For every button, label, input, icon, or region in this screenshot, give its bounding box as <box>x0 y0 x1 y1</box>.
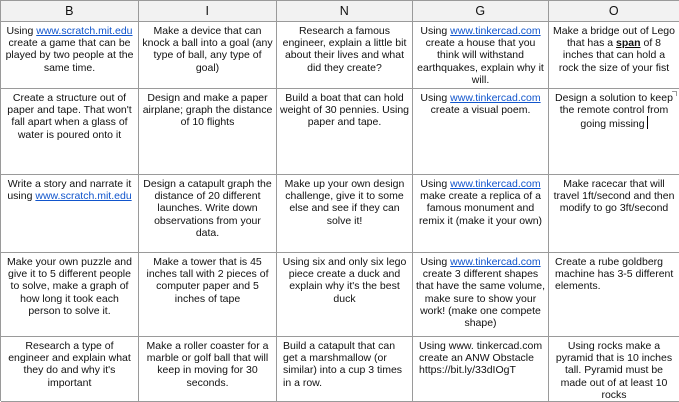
bingo-cell-o-3[interactable] <box>549 175 679 253</box>
link[interactable]: www.tinkercad.com <box>450 92 541 104</box>
bingo-cell-o-4[interactable] <box>549 253 679 337</box>
bingo-cell-n-3[interactable] <box>277 175 413 253</box>
cell-text: Using <box>420 25 451 37</box>
bingo-cell-b-3[interactable] <box>1 175 139 253</box>
bingo-cell-b-1[interactable] <box>1 22 139 89</box>
cell-text: Make a roller coaster for a marble or golf ball that will keep in moving for 30 seconds. <box>146 340 269 389</box>
link[interactable]: www.tinkercad.com <box>450 178 541 190</box>
cell-text: Build a boat that can hold weight of 30 pennies. Using paper and tape. <box>280 92 409 129</box>
cell-text: Research a type of engineer and explain what they do and why it's important <box>8 340 131 389</box>
cell-text: make create a replica of a famous monument and remix it (make it your own) <box>418 190 543 227</box>
bingo-cell-g-5[interactable] <box>413 337 549 402</box>
cell-text: Using <box>6 25 37 37</box>
header-b: B <box>1 1 139 22</box>
cell-text: Build a catapult that can get a marshmallow (or similar) into a cup 3 times in a row. <box>283 340 403 389</box>
cell-text: Design and make a paper airplane; graph the distance of 10 flights <box>142 92 273 129</box>
cell-text: Make racecar that will travel 1ft/second and then modify to go 3ft/second <box>553 178 675 215</box>
bingo-cell-b-4[interactable] <box>1 253 139 337</box>
cell-text: Write a story and narrate it using <box>7 178 132 203</box>
cell-text: Research a famous engineer, explain a little bit about their lives and what did they create? <box>282 25 407 74</box>
cell-text: create a house that you think will withstand earthquakes, explain why it will. <box>417 37 544 86</box>
header-i: I <box>139 1 277 22</box>
bingo-cell-i-4[interactable] <box>139 253 277 337</box>
link[interactable]: www.scratch.mit.edu <box>35 190 132 203</box>
bingo-cell-b-2[interactable] <box>1 89 139 175</box>
bingo-cell-o-1[interactable] <box>549 22 679 89</box>
bingo-cell-g-2[interactable] <box>413 89 549 175</box>
bingo-cell-g-3[interactable] <box>413 175 549 253</box>
bingo-cell-i-2[interactable] <box>139 89 277 175</box>
cell-text: Design a solution to keep the remote control from going missing <box>555 92 673 131</box>
cell-text: Using <box>420 92 451 104</box>
cell-text: Make up your own design challenge, give it to some else and see if they can solve it! <box>284 178 405 227</box>
bingo-cell-n-4[interactable] <box>277 253 413 337</box>
link[interactable]: www.scratch.mit.edu <box>36 25 133 37</box>
bingo-cell-o-5[interactable] <box>549 337 679 402</box>
cell-text: Design a catapult graph the distance of 20 different launches. Write down observations from your data. <box>143 178 272 239</box>
bingo-cell-i-1[interactable] <box>139 22 277 89</box>
cell-text: Using <box>420 256 451 268</box>
bingo-cell-n-5[interactable] <box>277 337 413 402</box>
cell-text: create 3 different shapes that have the same volume, make sure to show your work! (make one compete shape) <box>416 268 545 330</box>
cell-text: create a visual poem. <box>430 104 531 117</box>
bingo-cell-o-2[interactable] <box>549 89 679 175</box>
cell-text: Using www. tinkercad.com create an ANW Obstacle https://bit.ly/33dIOgT <box>419 340 543 377</box>
cell-text: Using <box>420 178 451 190</box>
link[interactable]: www.tinkercad.com <box>450 25 541 37</box>
emphasized-text: span <box>616 37 641 50</box>
bingo-cell-n-2[interactable] <box>277 89 413 175</box>
cell-text: Using rocks make a pyramid that is 10 inches tall. Pyramid must be made out of at least 10 rocks <box>555 340 673 401</box>
bingo-cell-i-5[interactable] <box>139 337 277 402</box>
header-g: G <box>413 1 549 22</box>
cell-text: Create a structure out of paper and tape. That won't fall apart when a glass of water is poured onto it <box>7 92 132 141</box>
bingo-cell-n-1[interactable] <box>277 22 413 89</box>
header-o: O <box>549 1 679 22</box>
bingo-cell-g-4[interactable] <box>413 253 549 337</box>
bingo-cell-g-1[interactable] <box>413 22 549 89</box>
cell-text: Make a tower that is 45 inches tall with 2 pieces of computer paper and 5 inches of tape <box>146 256 269 305</box>
cell-text: of 8 inches that can hold a rock the size of your fist <box>558 37 670 74</box>
cell-text: Make a bridge out of Lego that has a <box>552 25 675 50</box>
bingo-cell-i-3[interactable] <box>139 175 277 253</box>
cell-text: Make a device that can knock a ball into a goal (any type of ball, any type of goal) <box>142 25 273 74</box>
cell-text: create a game that can be played by two people at the same time. <box>5 37 134 74</box>
header-n: N <box>277 1 413 22</box>
bingo-cell-b-5[interactable] <box>1 337 139 402</box>
resize-corner-icon <box>672 91 677 96</box>
cell-text: Using six and only six lego piece create a duck and explain why it's the best duck <box>282 256 407 305</box>
cell-text: Create a rube goldberg machine has 3-5 different elements. <box>555 256 674 293</box>
cell-text: Make your own puzzle and give it to 5 different people to solve, make a graph of how long it took each person to solve it. <box>7 256 132 317</box>
link[interactable]: www.tinkercad.com <box>450 256 541 268</box>
text-cursor <box>647 116 648 129</box>
